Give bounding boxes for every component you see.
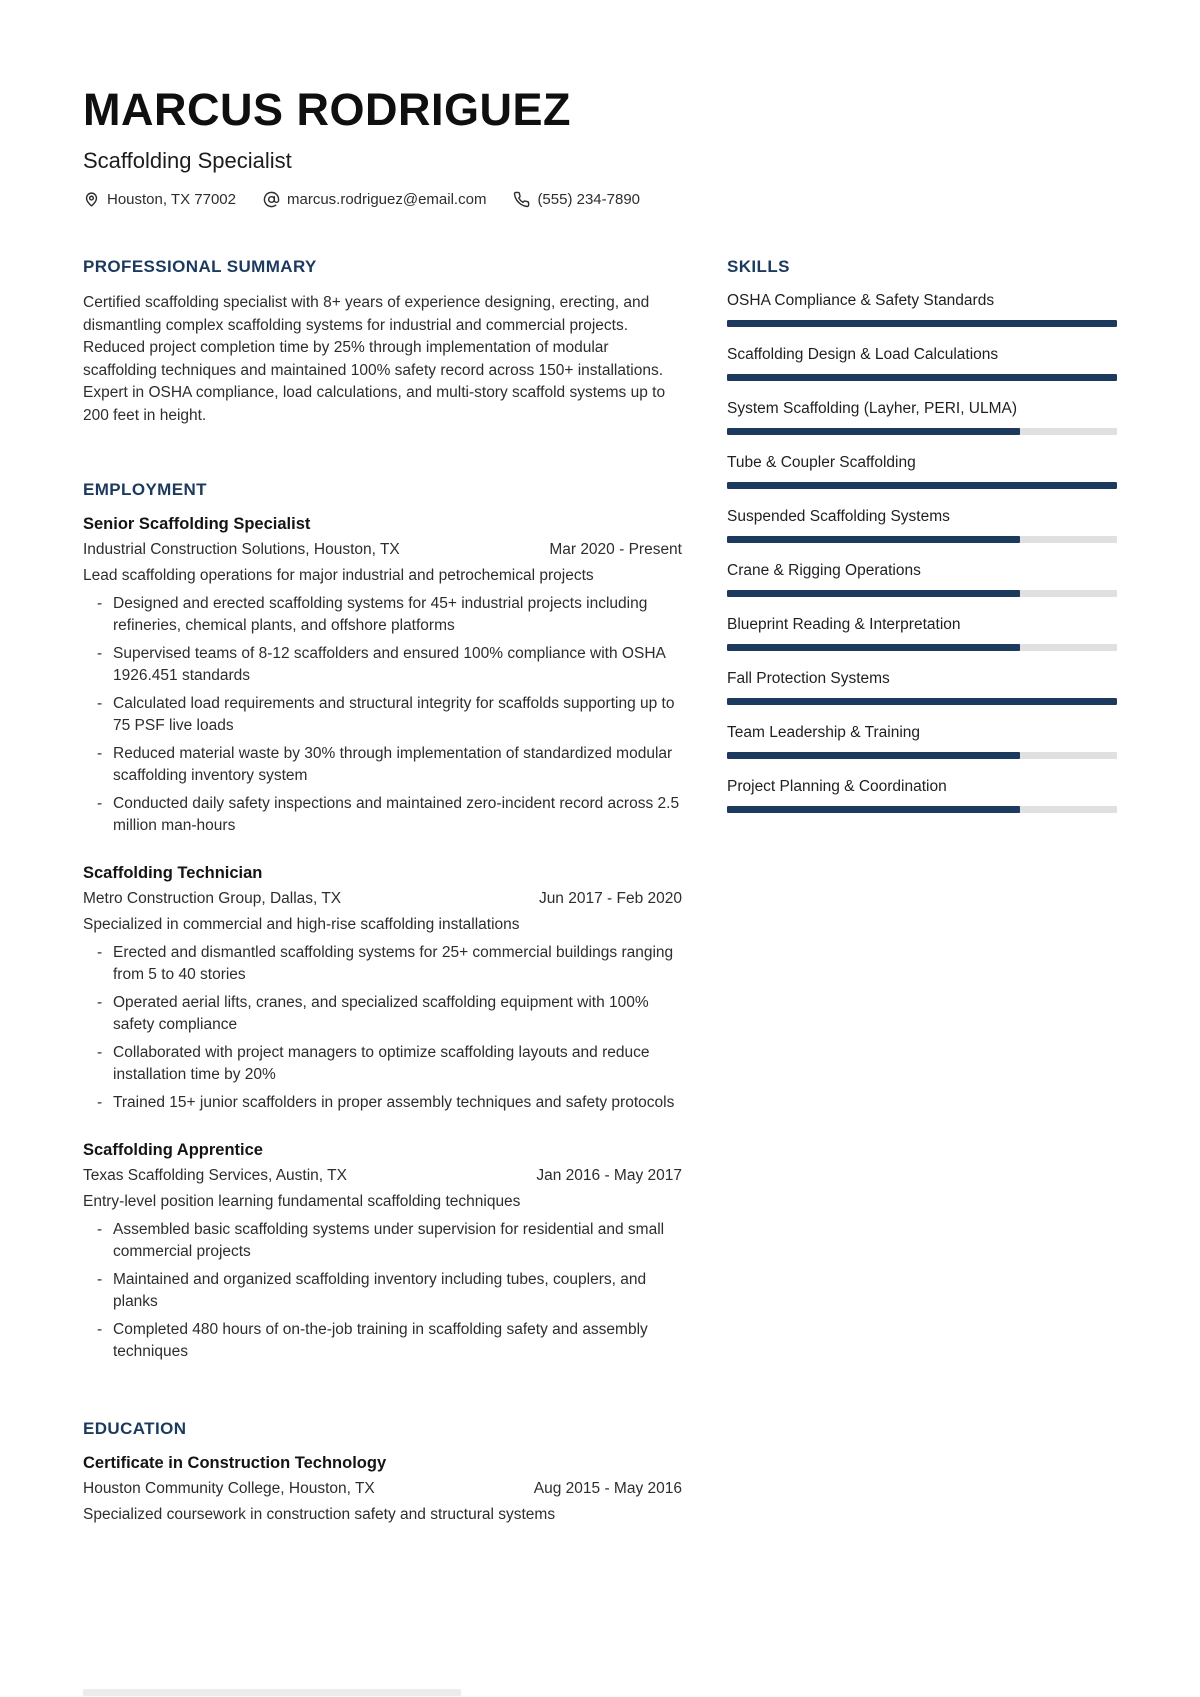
job-bullet: - Operated aerial lifts, cranes, and specialized scaffolding equipment with 100% safety compliance — [83, 992, 682, 1036]
skill-label: System Scaffolding (Layher, PERI, ULMA) — [727, 400, 1018, 418]
skill-label: Team Leadership & Training — [727, 724, 921, 742]
job-bullet: - Erected and dismantled scaffolding systems for 25+ commercial buildings ranging from 5 to 40 stories — [83, 942, 682, 986]
summary-heading: PROFESSIONAL SUMMARY — [83, 257, 317, 277]
skill-bar — [727, 428, 1117, 435]
job-bullet: - Conducted daily safety inspections and maintained zero-incident record across 2.5 million man-hours — [83, 793, 682, 837]
skill-label: Suspended Scaffolding Systems — [727, 508, 950, 526]
skill-item — [727, 400, 1117, 435]
content-columns — [83, 257, 1117, 1527]
job-bullet-list — [83, 942, 682, 1114]
job-description: Entry-level position learning fundamental scaffolding techniques — [83, 1193, 521, 1211]
section-skills — [727, 257, 1117, 813]
skill-item — [727, 292, 1117, 327]
skill-bar-fill — [727, 536, 1020, 543]
left-column — [83, 257, 682, 1527]
page-bottom-partial-bar — [83, 1689, 461, 1696]
skill-label: OSHA Compliance & Safety Standards — [727, 292, 995, 310]
education-school: Houston Community College, Houston, TX — [83, 1480, 375, 1498]
skill-item — [727, 724, 1117, 759]
contact-location — [83, 191, 236, 208]
job-bullet-list — [83, 593, 682, 837]
skill-item — [727, 616, 1117, 651]
job-bullet: - Maintained and organized scaffolding inventory including tubes, couplers, and planks — [83, 1269, 682, 1313]
section-employment — [83, 480, 682, 1363]
job-bullet: - Assembled basic scaffolding systems under supervision for residential and small commercial projects — [83, 1219, 682, 1263]
section-professional-summary — [83, 257, 682, 427]
skill-item — [727, 670, 1117, 705]
resume-header — [83, 86, 1117, 208]
job-company: Metro Construction Group, Dallas, TX — [83, 890, 342, 908]
skill-bar — [727, 590, 1117, 597]
job-dates: Mar 2020 - Present — [549, 541, 682, 559]
at-sign-icon — [263, 191, 280, 208]
job-dates: Jun 2017 - Feb 2020 — [538, 890, 682, 908]
job-bullet: - Designed and erected scaffolding systems for 45+ industrial projects including refineries, chemical plants, and offshore platforms — [83, 593, 682, 637]
summary-text: Certified scaffolding specialist with 8+ years of experience designing, erecting, and dismantling complex scaffolding systems for industrial and commercial projects. Reduced project completion time by 25% through implementation of modular scaffolding techniques and maintained 100% safety record across 150+ installations. Expert in OSHA compliance, load calculations, and multi-story scaffold systems up to 200 feet in height. — [83, 294, 666, 424]
skill-item — [727, 454, 1117, 489]
contact-email — [263, 191, 486, 208]
skill-bar — [727, 482, 1117, 489]
job-entry — [83, 864, 682, 1114]
skills-heading: SKILLS — [727, 257, 790, 277]
contact-location-text: Houston, TX 77002 — [107, 191, 236, 209]
job-bullet: - Supervised teams of 8-12 scaffolders and ensured 100% compliance with OSHA 1926.451 standards — [83, 643, 682, 687]
job-meta-row — [83, 1167, 682, 1185]
skill-bar — [727, 644, 1117, 651]
job-entry — [83, 515, 682, 837]
job-bullet-list — [83, 1219, 682, 1363]
skill-item — [727, 778, 1117, 813]
skill-label: Scaffolding Design & Load Calculations — [727, 346, 999, 364]
skill-bar — [727, 320, 1117, 327]
skill-label: Tube & Coupler Scaffolding — [727, 454, 916, 472]
person-job-title: Scaffolding Specialist — [83, 148, 292, 174]
skill-label: Fall Protection Systems — [727, 670, 890, 688]
skill-bar-fill — [727, 374, 1117, 381]
job-meta-row — [83, 890, 682, 908]
phone-icon — [513, 191, 530, 208]
contact-phone-text: (555) 234-7890 — [537, 191, 641, 209]
job-role: Senior Scaffolding Specialist — [83, 515, 311, 534]
job-entry — [83, 1141, 682, 1363]
education-heading: EDUCATION — [83, 1419, 187, 1439]
skill-label: Blueprint Reading & Interpretation — [727, 616, 961, 634]
skill-bar-fill — [727, 752, 1020, 759]
job-bullet: - Collaborated with project managers to optimize scaffolding layouts and reduce installation time by 20% — [83, 1042, 682, 1086]
skill-bar-fill — [727, 806, 1020, 813]
section-education — [83, 1419, 682, 1527]
skill-bar — [727, 374, 1117, 381]
skill-bar-fill — [727, 482, 1117, 489]
person-name: MARCUS RODRIGUEZ — [83, 84, 571, 135]
skill-label: Project Planning & Coordination — [727, 778, 947, 796]
location-pin-icon — [83, 191, 100, 208]
skill-bar-fill — [727, 590, 1020, 597]
education-meta-row — [83, 1480, 682, 1498]
skill-bar-fill — [727, 698, 1117, 705]
job-role: Scaffolding Technician — [83, 864, 263, 883]
job-description: Lead scaffolding operations for major industrial and petrochemical projects — [83, 567, 594, 585]
contact-email-text: marcus.rodriguez@email.com — [286, 191, 487, 209]
contact-phone — [513, 191, 640, 208]
education-dates: Aug 2015 - May 2016 — [533, 1480, 682, 1498]
job-bullet: - Reduced material waste by 30% through implementation of standardized modular scaffolding inventory system — [83, 743, 682, 787]
job-company: Industrial Construction Solutions, Houston, TX — [83, 541, 400, 559]
skill-bar-fill — [727, 428, 1020, 435]
skill-bar-fill — [727, 644, 1020, 651]
skill-bar — [727, 536, 1117, 543]
skill-item — [727, 562, 1117, 597]
education-degree: Certificate in Construction Technology — [83, 1454, 387, 1473]
skill-item — [727, 346, 1117, 381]
skill-bar-fill — [727, 320, 1117, 327]
job-bullet: - Trained 15+ junior scaffolders in proper assembly techniques and safety protocols — [83, 1092, 682, 1114]
contact-row — [83, 191, 1117, 208]
right-column — [727, 257, 1117, 1527]
job-description: Specialized in commercial and high-rise scaffolding installations — [83, 916, 520, 934]
skill-bar — [727, 806, 1117, 813]
skill-bar — [727, 698, 1117, 705]
skill-label: Crane & Rigging Operations — [727, 562, 921, 580]
skill-bar — [727, 752, 1117, 759]
job-bullet: - Completed 480 hours of on-the-job training in scaffolding safety and assembly techniques — [83, 1319, 682, 1363]
job-meta-row — [83, 541, 682, 559]
job-bullet: - Calculated load requirements and structural integrity for scaffolds supporting up to 75 PSF live loads — [83, 693, 682, 737]
job-company: Texas Scaffolding Services, Austin, TX — [83, 1167, 347, 1185]
job-dates: Jan 2016 - May 2017 — [536, 1167, 682, 1185]
skill-item — [727, 508, 1117, 543]
employment-heading: EMPLOYMENT — [83, 480, 207, 500]
education-description: Specialized coursework in construction safety and structural systems — [83, 1506, 556, 1524]
job-role: Scaffolding Apprentice — [83, 1141, 263, 1160]
